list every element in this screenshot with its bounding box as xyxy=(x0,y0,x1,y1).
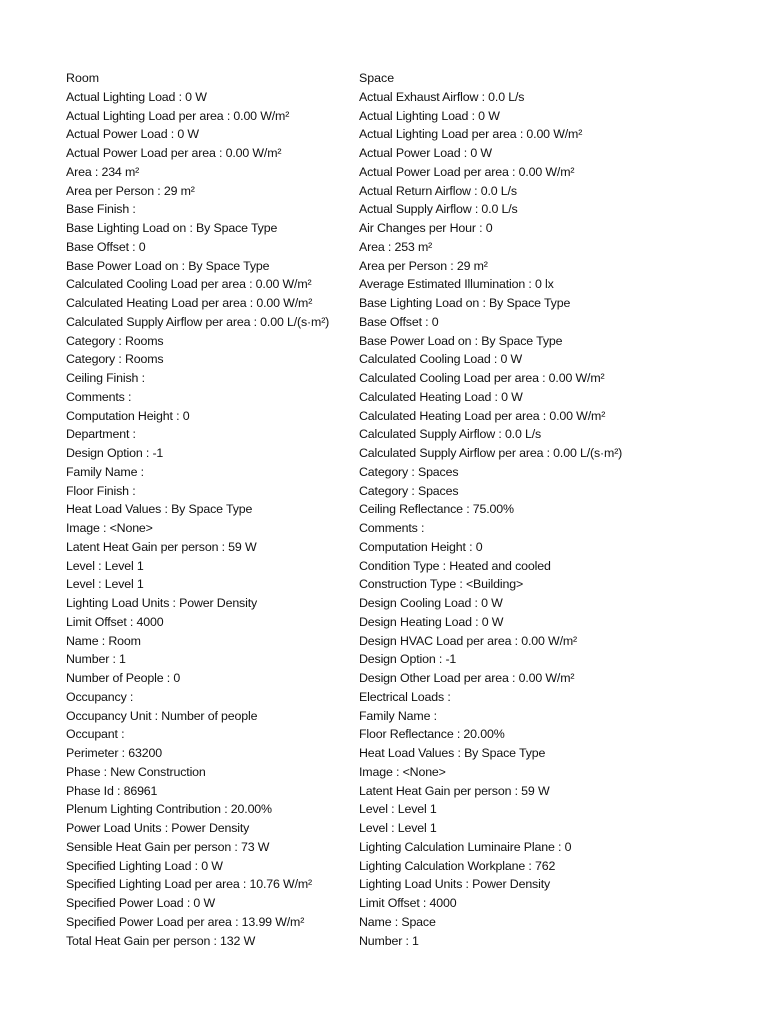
room-property-line: Specified Power Load : 0 W xyxy=(66,896,215,910)
space-property-line: Calculated Cooling Load : 0 W xyxy=(359,352,523,367)
space-property-line: Calculated Supply Airflow : 0.0 L/s xyxy=(359,427,542,442)
room-property-line: Category : Rooms xyxy=(66,333,164,348)
room-property-line: Heat Load Values : By Space Type xyxy=(66,502,253,517)
room-property-line: Base Finish : xyxy=(66,202,136,217)
room-property-line: Occupancy : xyxy=(66,689,134,704)
space-property-line: Category : Spaces xyxy=(359,464,459,479)
room-property-line: Perimeter : 63200 xyxy=(66,746,162,760)
room-property-line: Number of People : 0 xyxy=(66,671,181,685)
room-property-line: Actual Lighting Load : 0 W xyxy=(66,89,207,104)
room-property-line: Comments : xyxy=(66,389,132,404)
space-property-line: Area : 253 m² xyxy=(359,239,433,254)
space-property-line: Family Name : xyxy=(359,708,437,723)
room-property-line: Occupant : xyxy=(66,727,125,742)
room-property-line: Base Offset : 0 xyxy=(66,239,146,254)
space-property-line: Ceiling Reflectance : 75.00% xyxy=(359,502,514,517)
space-property-line: Level : Level 1 xyxy=(359,821,437,835)
space-property-line: Actual Power Load per area : 0.00 W/m² xyxy=(359,164,575,179)
room-property-line: Calculated Heating Load per area : 0.00 W/m² xyxy=(66,296,313,310)
room-property-line: Ceiling Finish : xyxy=(66,371,145,385)
room-property-line: Specified Power Load per area : 13.99 W/m² xyxy=(66,914,305,929)
space-property-line: Condition Type : Heated and cooled xyxy=(359,558,551,573)
space-property-line: Lighting Calculation Workplane : 762 xyxy=(359,858,556,873)
room-property-line: Specified Lighting Load per area : 10.76 W/m² xyxy=(66,877,313,892)
space-property-line: Heat Load Values : By Space Type xyxy=(359,746,546,760)
space-property-line: Latent Heat Gain per person : 59 W xyxy=(359,783,550,798)
room-property-line: Level : Level 1 xyxy=(66,558,144,573)
space-property-line: Computation Height : 0 xyxy=(359,539,483,554)
space-property-line: Electrical Loads : xyxy=(359,689,451,704)
space-property-line: Construction Type : <Building> xyxy=(359,577,524,592)
room-property-line: Image : <None> xyxy=(66,521,153,535)
space-properties-column xyxy=(359,69,759,950)
room-property-line: Floor Finish : xyxy=(66,483,136,498)
space-properties-list xyxy=(359,88,759,951)
room-property-line: Calculated Cooling Load per area : 0.00 W/m² xyxy=(66,277,312,292)
room-property-line: Actual Power Load : 0 W xyxy=(66,127,199,142)
space-property-line: Actual Return Airflow : 0.0 L/s xyxy=(359,183,517,198)
room-property-line: Total Heat Gain per person : 132 W xyxy=(66,933,256,948)
space-property-line: Actual Lighting Load : 0 W xyxy=(359,108,500,123)
room-property-line: Base Lighting Load on : By Space Type xyxy=(66,221,278,235)
space-property-line: Level : Level 1 xyxy=(359,802,437,817)
room-property-line: Lighting Load Units : Power Density xyxy=(66,596,258,610)
room-heading: Room xyxy=(66,71,100,85)
room-property-line: Phase Id : 86961 xyxy=(66,783,158,798)
room-property-line: Area per Person : 29 m² xyxy=(66,183,195,198)
room-property-line: Number : 1 xyxy=(66,652,126,667)
room-property-line: Actual Lighting Load per area : 0.00 W/m² xyxy=(66,108,290,123)
space-property-line: Calculated Cooling Load per area : 0.00 W/m² xyxy=(359,371,605,385)
space-property-line: Design Cooling Load : 0 W xyxy=(359,596,503,610)
room-property-line: Plenum Lighting Contribution : 20.00% xyxy=(66,802,272,817)
space-property-line: Design Other Load per area : 0.00 W/m² xyxy=(359,671,575,685)
space-property-line: Number : 1 xyxy=(359,933,419,948)
space-property-line: Actual Lighting Load per area : 0.00 W/m² xyxy=(359,127,583,142)
room-property-line: Power Load Units : Power Density xyxy=(66,821,250,835)
space-property-line: Base Power Load on : By Space Type xyxy=(359,333,563,348)
space-property-line: Actual Power Load : 0 W xyxy=(359,146,492,160)
room-properties-list xyxy=(66,88,350,951)
room-property-line: Limit Offset : 4000 xyxy=(66,614,164,629)
room-property-line: Sensible Heat Gain per person : 73 W xyxy=(66,839,270,854)
space-property-line: Name : Space xyxy=(359,914,436,929)
space-property-line: Limit Offset : 4000 xyxy=(359,896,457,910)
space-property-line: Design Heating Load : 0 W xyxy=(359,614,504,629)
space-property-line: Image : <None> xyxy=(359,764,446,779)
room-property-line: Name : Room xyxy=(66,633,141,648)
space-property-line: Floor Reflectance : 20.00% xyxy=(359,727,505,742)
room-property-line: Latent Heat Gain per person : 59 W xyxy=(66,539,257,554)
room-property-line: Level : Level 1 xyxy=(66,577,144,592)
space-property-line: Comments : xyxy=(359,521,425,535)
room-property-line: Computation Height : 0 xyxy=(66,408,190,423)
space-property-line: Lighting Load Units : Power Density xyxy=(359,877,551,892)
space-property-line: Area per Person : 29 m² xyxy=(359,258,488,273)
space-property-line: Design Option : -1 xyxy=(359,652,457,667)
room-property-line: Design Option : -1 xyxy=(66,446,164,460)
space-property-line: Average Estimated Illumination : 0 lx xyxy=(359,277,554,292)
space-heading: Space xyxy=(359,71,395,85)
space-property-line: Lighting Calculation Luminaire Plane : 0 xyxy=(359,839,572,854)
space-property-line: Base Offset : 0 xyxy=(359,314,439,329)
room-properties-column xyxy=(66,69,350,950)
space-property-line: Category : Spaces xyxy=(359,483,459,498)
room-property-line: Department : xyxy=(66,427,136,442)
room-property-line: Base Power Load on : By Space Type xyxy=(66,258,270,273)
room-property-line: Specified Lighting Load : 0 W xyxy=(66,858,223,873)
space-property-line: Actual Supply Airflow : 0.0 L/s xyxy=(359,202,518,217)
space-property-line: Air Changes per Hour : 0 xyxy=(359,221,493,235)
room-property-line: Category : Rooms xyxy=(66,352,164,367)
room-property-line: Calculated Supply Airflow per area : 0.00 L/(s·m²) xyxy=(66,314,330,329)
room-property-line: Occupancy Unit : Number of people xyxy=(66,708,258,723)
room-property-line: Phase : New Construction xyxy=(66,764,206,779)
space-property-line: Calculated Supply Airflow per area : 0.00 L/(s·m²) xyxy=(359,446,623,460)
space-property-line: Actual Exhaust Airflow : 0.0 L/s xyxy=(359,89,525,104)
space-property-line: Design HVAC Load per area : 0.00 W/m² xyxy=(359,633,578,648)
room-property-line: Family Name : xyxy=(66,464,144,479)
space-property-line: Calculated Heating Load per area : 0.00 W/m² xyxy=(359,408,606,423)
room-property-line: Area : 234 m² xyxy=(66,164,140,179)
space-property-line: Calculated Heating Load : 0 W xyxy=(359,389,523,404)
room-property-line: Actual Power Load per area : 0.00 W/m² xyxy=(66,146,282,160)
space-property-line: Base Lighting Load on : By Space Type xyxy=(359,296,571,310)
